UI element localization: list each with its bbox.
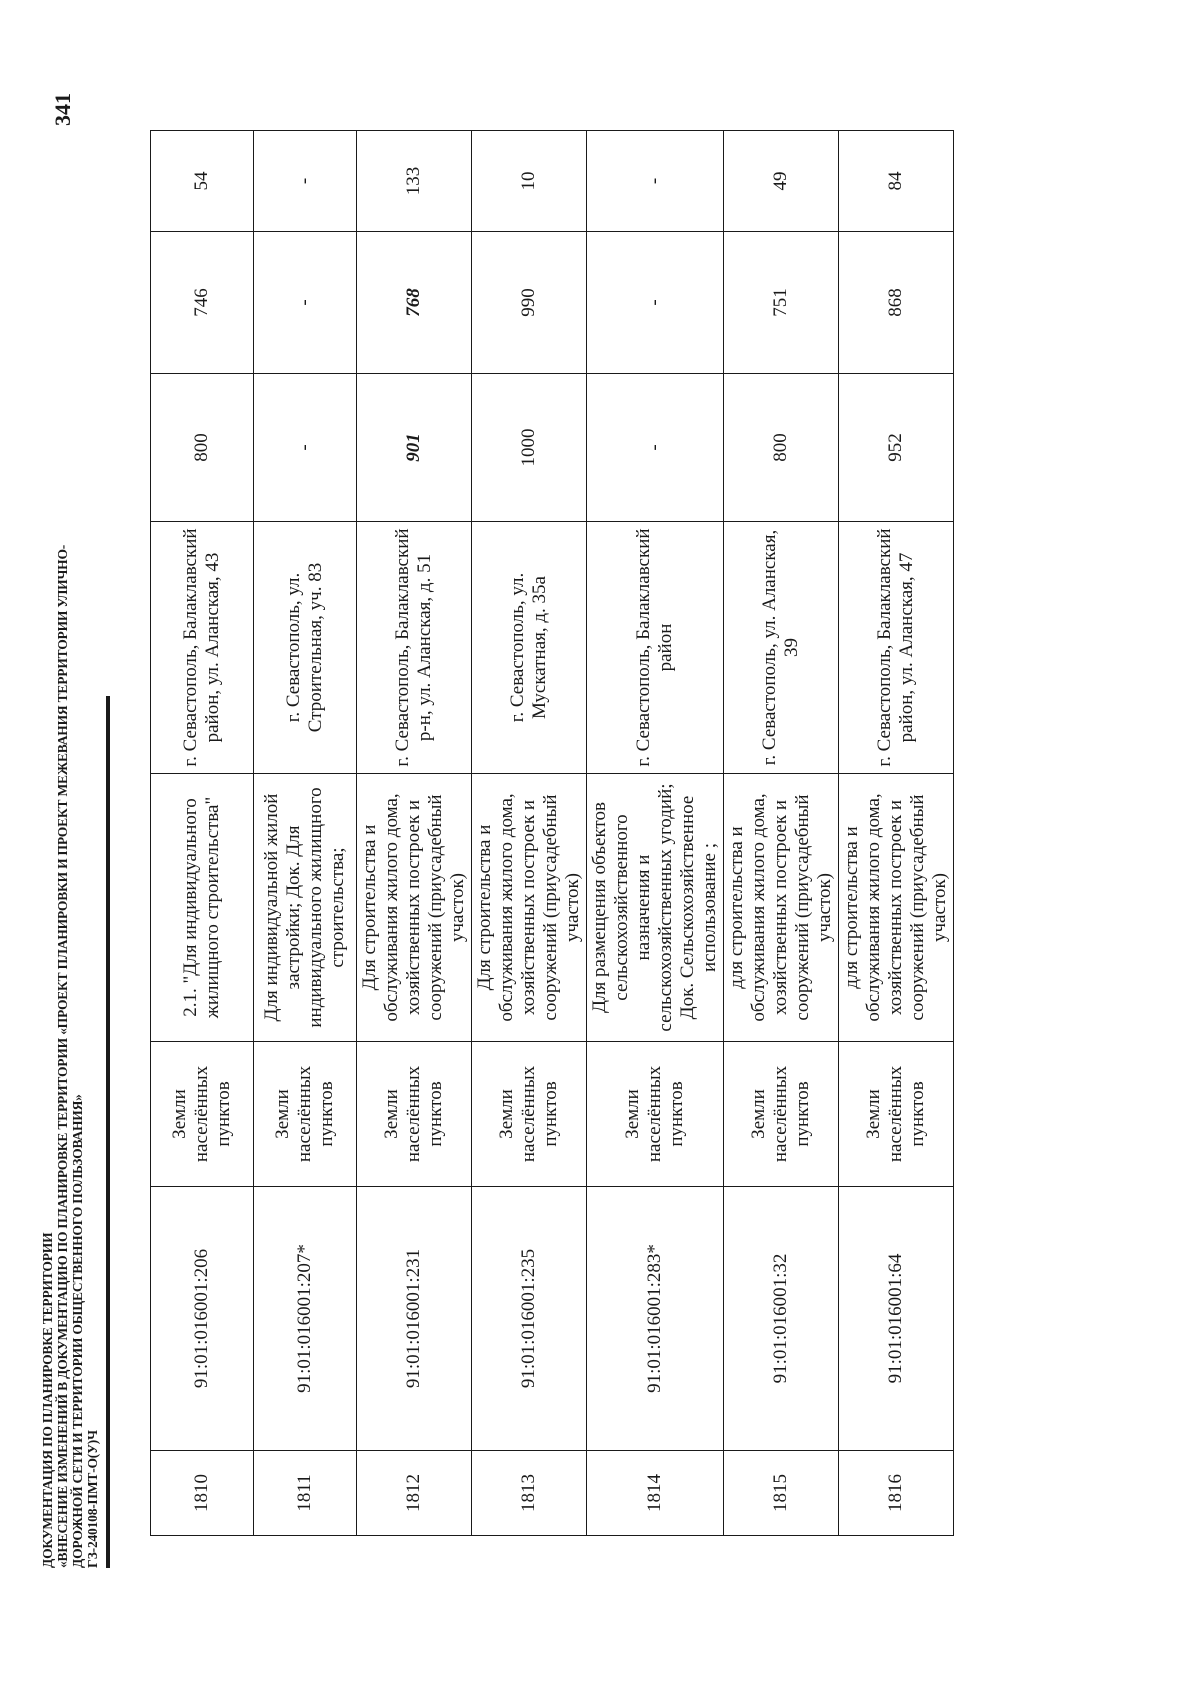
area-value-3-cell: 54 (151, 131, 254, 232)
area-value-3-cell: - (587, 131, 724, 232)
area-value-3-cell: 10 (472, 131, 587, 232)
permitted-use-cell: Для строительства и обслуживания жилого дома, хозяйственных построек и сооружений (приусадебный участок) (472, 774, 587, 1042)
address-cell: г. Севастополь, ул. Строительная, уч. 83 (254, 522, 357, 774)
area-value-2-cell: 768 (357, 232, 472, 374)
cadastral-number-cell: 91:01:016001:283* (587, 1187, 724, 1451)
cadastral-number-cell: 91:01:016001:231 (357, 1187, 472, 1451)
row-number-cell: 1815 (724, 1451, 839, 1536)
address-cell: г. Севастополь, Балаклавский р-н, ул. Аланская, д. 51 (357, 522, 472, 774)
area-value-3-cell: 49 (724, 131, 839, 232)
table-row (839, 131, 954, 1536)
cadastral-number-cell: 91:01:016001:207* (254, 1187, 357, 1451)
area-value-2-cell: 868 (839, 232, 954, 374)
permitted-use-cell: для строительства и обслуживания жилого дома, хозяйственных построек и сооружений (приусадебный участок) (839, 774, 954, 1042)
header-line-1: ДОКУМЕНТАЦИЯ ПО ПЛАНИРОВКЕ ТЕРРИТОРИИ (40, 1232, 55, 1568)
header-line-3: ДОРОЖНОЙ СЕТИ И ТЕРРИТОРИИ ОБЩЕСТВЕННОГО ПОЛЬЗОВАНИЯ» (70, 1094, 85, 1568)
address-cell: г. Севастополь, Балаклавский район, ул. Аланская, 43 (151, 522, 254, 774)
area-value-1-cell: 800 (724, 374, 839, 522)
page-number: 341 (50, 93, 75, 126)
land-category-cell: Земли населённых пунктов (151, 1042, 254, 1187)
address-cell: г. Севастополь, ул. Мускатная, д. 35а (472, 522, 587, 774)
table-row (587, 131, 724, 1536)
address-cell: г. Севастополь, Балаклавский район, ул. Аланская, 47 (839, 522, 954, 774)
area-value-3-cell: 133 (357, 131, 472, 232)
area-value-1-cell: 952 (839, 374, 954, 522)
table-row (151, 131, 254, 1536)
land-category-cell: Земли населённых пунктов (724, 1042, 839, 1187)
area-value-1-cell: - (587, 374, 724, 522)
permitted-use-cell: для строительства и обслуживания жилого дома, хозяйственных построек и сооружений (приусадебный участок) (724, 774, 839, 1042)
land-category-cell: Земли населённых пунктов (839, 1042, 954, 1187)
land-category-cell: Земли населённых пунктов (357, 1042, 472, 1187)
area-value-1-cell: 800 (151, 374, 254, 522)
row-number-cell: 1816 (839, 1451, 954, 1536)
area-value-3-cell: 84 (839, 131, 954, 232)
permitted-use-cell: Для строительства и обслуживания жилого дома, хозяйственных построек и сооружений (приусадебный участок) (357, 774, 472, 1042)
permitted-use-cell: Для индивидуальной жилой застройки; Док. Для индивидуального жилищного строительства; (254, 774, 357, 1042)
area-value-2-cell: 990 (472, 232, 587, 374)
area-value-2-cell: - (587, 232, 724, 374)
area-value-1-cell: - (254, 374, 357, 522)
area-value-2-cell: 751 (724, 232, 839, 374)
table-body (151, 131, 954, 1536)
land-category-cell: Земли населённых пунктов (472, 1042, 587, 1187)
address-cell: г. Севастополь, Балаклавский район (587, 522, 724, 774)
land-plots-table (150, 130, 954, 1536)
row-number-cell: 1812 (357, 1451, 472, 1536)
header-line-4: ГЗ-240108-ПМТ-О(У)Ч (85, 1430, 100, 1568)
area-value-1-cell: 1000 (472, 374, 587, 522)
land-category-cell: Земли населённых пунктов (254, 1042, 357, 1187)
row-number-cell: 1811 (254, 1451, 357, 1536)
cadastral-number-cell: 91:01:016001:64 (839, 1187, 954, 1451)
area-value-3-cell: - (254, 131, 357, 232)
area-value-2-cell: 746 (151, 232, 254, 374)
table-row (357, 131, 472, 1536)
land-category-cell: Земли населённых пунктов (587, 1042, 724, 1187)
row-number-cell: 1810 (151, 1451, 254, 1536)
cadastral-number-cell: 91:01:016001:235 (472, 1187, 587, 1451)
header-divider (106, 696, 110, 1568)
area-value-1-cell: 901 (357, 374, 472, 522)
area-value-2-cell: - (254, 232, 357, 374)
table-row (254, 131, 357, 1536)
permitted-use-cell: Для размещения объектов сельскохозяйственного назначения и сельскохозяйственных угодий; Док. Сельскохозяйственное использование ; (587, 774, 724, 1042)
row-number-cell: 1813 (472, 1451, 587, 1536)
table-row (472, 131, 587, 1536)
document-header (40, 68, 100, 1568)
address-cell: г. Севастополь, ул. Аланская, 39 (724, 522, 839, 774)
cadastral-number-cell: 91:01:016001:32 (724, 1187, 839, 1451)
cadastral-number-cell: 91:01:016001:206 (151, 1187, 254, 1451)
table-row (724, 131, 839, 1536)
row-number-cell: 1814 (587, 1451, 724, 1536)
permitted-use-cell: 2.1. "Для индивидуального жилищного строительства" (151, 774, 254, 1042)
header-line-2: «ВНЕСЕНИЕ ИЗМЕНЕНИЙ В ДОКУМЕНТАЦИЮ ПО ПЛАНИРОВКЕ ТЕРРИТОРИИ «ПРОЕКТ ПЛАНИРОВКИ И ПРОЕКТ МЕЖЕВАНИЯ ТЕРРИТОРИИ УЛИЧНО- (55, 544, 70, 1568)
